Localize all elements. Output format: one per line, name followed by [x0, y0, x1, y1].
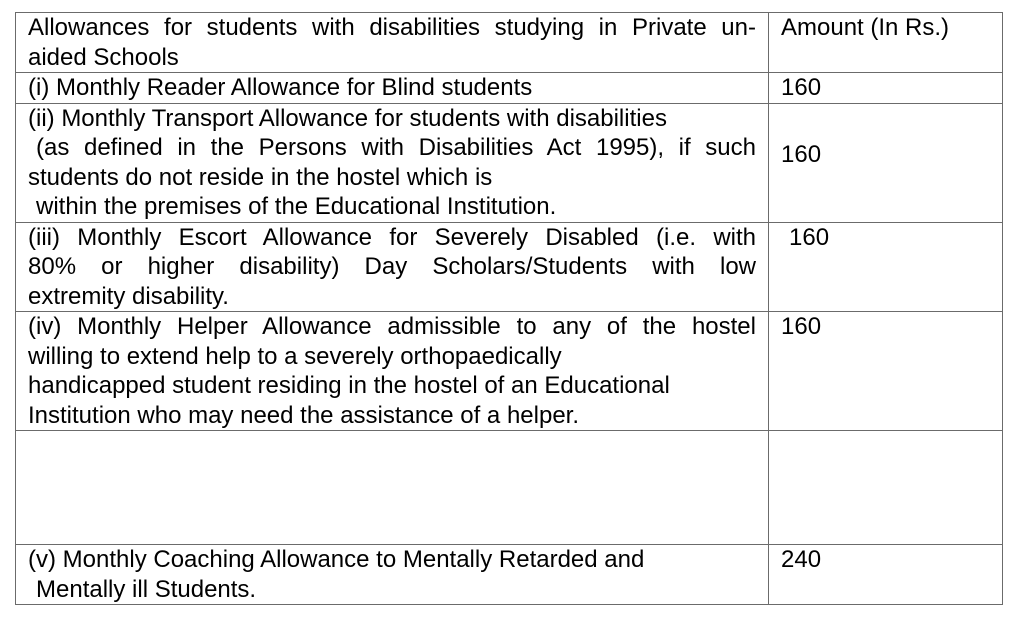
header-description-cell [16, 13, 769, 73]
row-description-line: extremity disability. [28, 282, 229, 310]
row-description-cell [16, 312, 769, 431]
row-description-cell [16, 222, 769, 312]
empty-description-cell [16, 431, 769, 545]
empty-row [16, 431, 1003, 545]
empty-amount-cell [769, 431, 1003, 545]
row-amount-value: 160 [789, 223, 830, 251]
row-amount-cell [769, 103, 1003, 222]
row-amount-value: 160 [781, 313, 822, 340]
row-description-cell [16, 103, 769, 222]
row-description-line: handicapped student residing in the hostel of an Educational [28, 372, 670, 399]
table-header-row [16, 13, 1003, 73]
row-description-cell [16, 545, 769, 605]
row-description-line: (v) Monthly Coaching Allowance to Mentally Retarded and [28, 546, 645, 573]
header-description-line: aided Schools [28, 43, 179, 71]
row-description-line: willing to extend help to a severely orthopaedically [28, 342, 562, 370]
table-row [16, 103, 1003, 222]
row-description-line: Mentally ill Students. [36, 575, 257, 603]
header-amount-cell [769, 13, 1003, 73]
row-amount-cell [769, 545, 1003, 605]
row-description-cell [16, 73, 769, 104]
row-amount-cell [769, 73, 1003, 104]
row-description-line: 80% or higher disability) Day Scholars/Students with low [28, 253, 756, 280]
header-amount-label: Amount (In Rs.) [781, 14, 950, 41]
row-description-line: Institution who may need the assistance of a helper. [28, 401, 580, 429]
row-description-line: (ii) Monthly Transport Allowance for students with disabilities [28, 104, 667, 132]
row-amount-value: 160 [781, 74, 822, 101]
row-description-line: (i) Monthly Reader Allowance for Blind students [28, 74, 533, 101]
allowances-table [15, 12, 1003, 605]
row-description-line: within the premises of the Educational Institution. [36, 193, 557, 220]
row-amount-value: 160 [781, 140, 822, 168]
row-amount-value: 240 [781, 546, 822, 573]
row-amount-cell [769, 222, 1003, 312]
row-description-line: (iii) Monthly Escort Allowance for Severely Disabled (i.e. with [28, 223, 756, 251]
table-row [16, 545, 1003, 605]
row-amount-cell [769, 312, 1003, 431]
header-description-line: Allowances for students with disabilities studying in Private un- [28, 14, 756, 41]
table-row [16, 312, 1003, 431]
row-description-line: students do not reside in the hostel which is [28, 163, 493, 191]
row-description-line: (iv) Monthly Helper Allowance admissible to any of the hostel [28, 313, 756, 340]
table-row [16, 73, 1003, 104]
row-description-line: (as defined in the Persons with Disabilities Act 1995), if such [36, 134, 756, 161]
table-row [16, 222, 1003, 312]
